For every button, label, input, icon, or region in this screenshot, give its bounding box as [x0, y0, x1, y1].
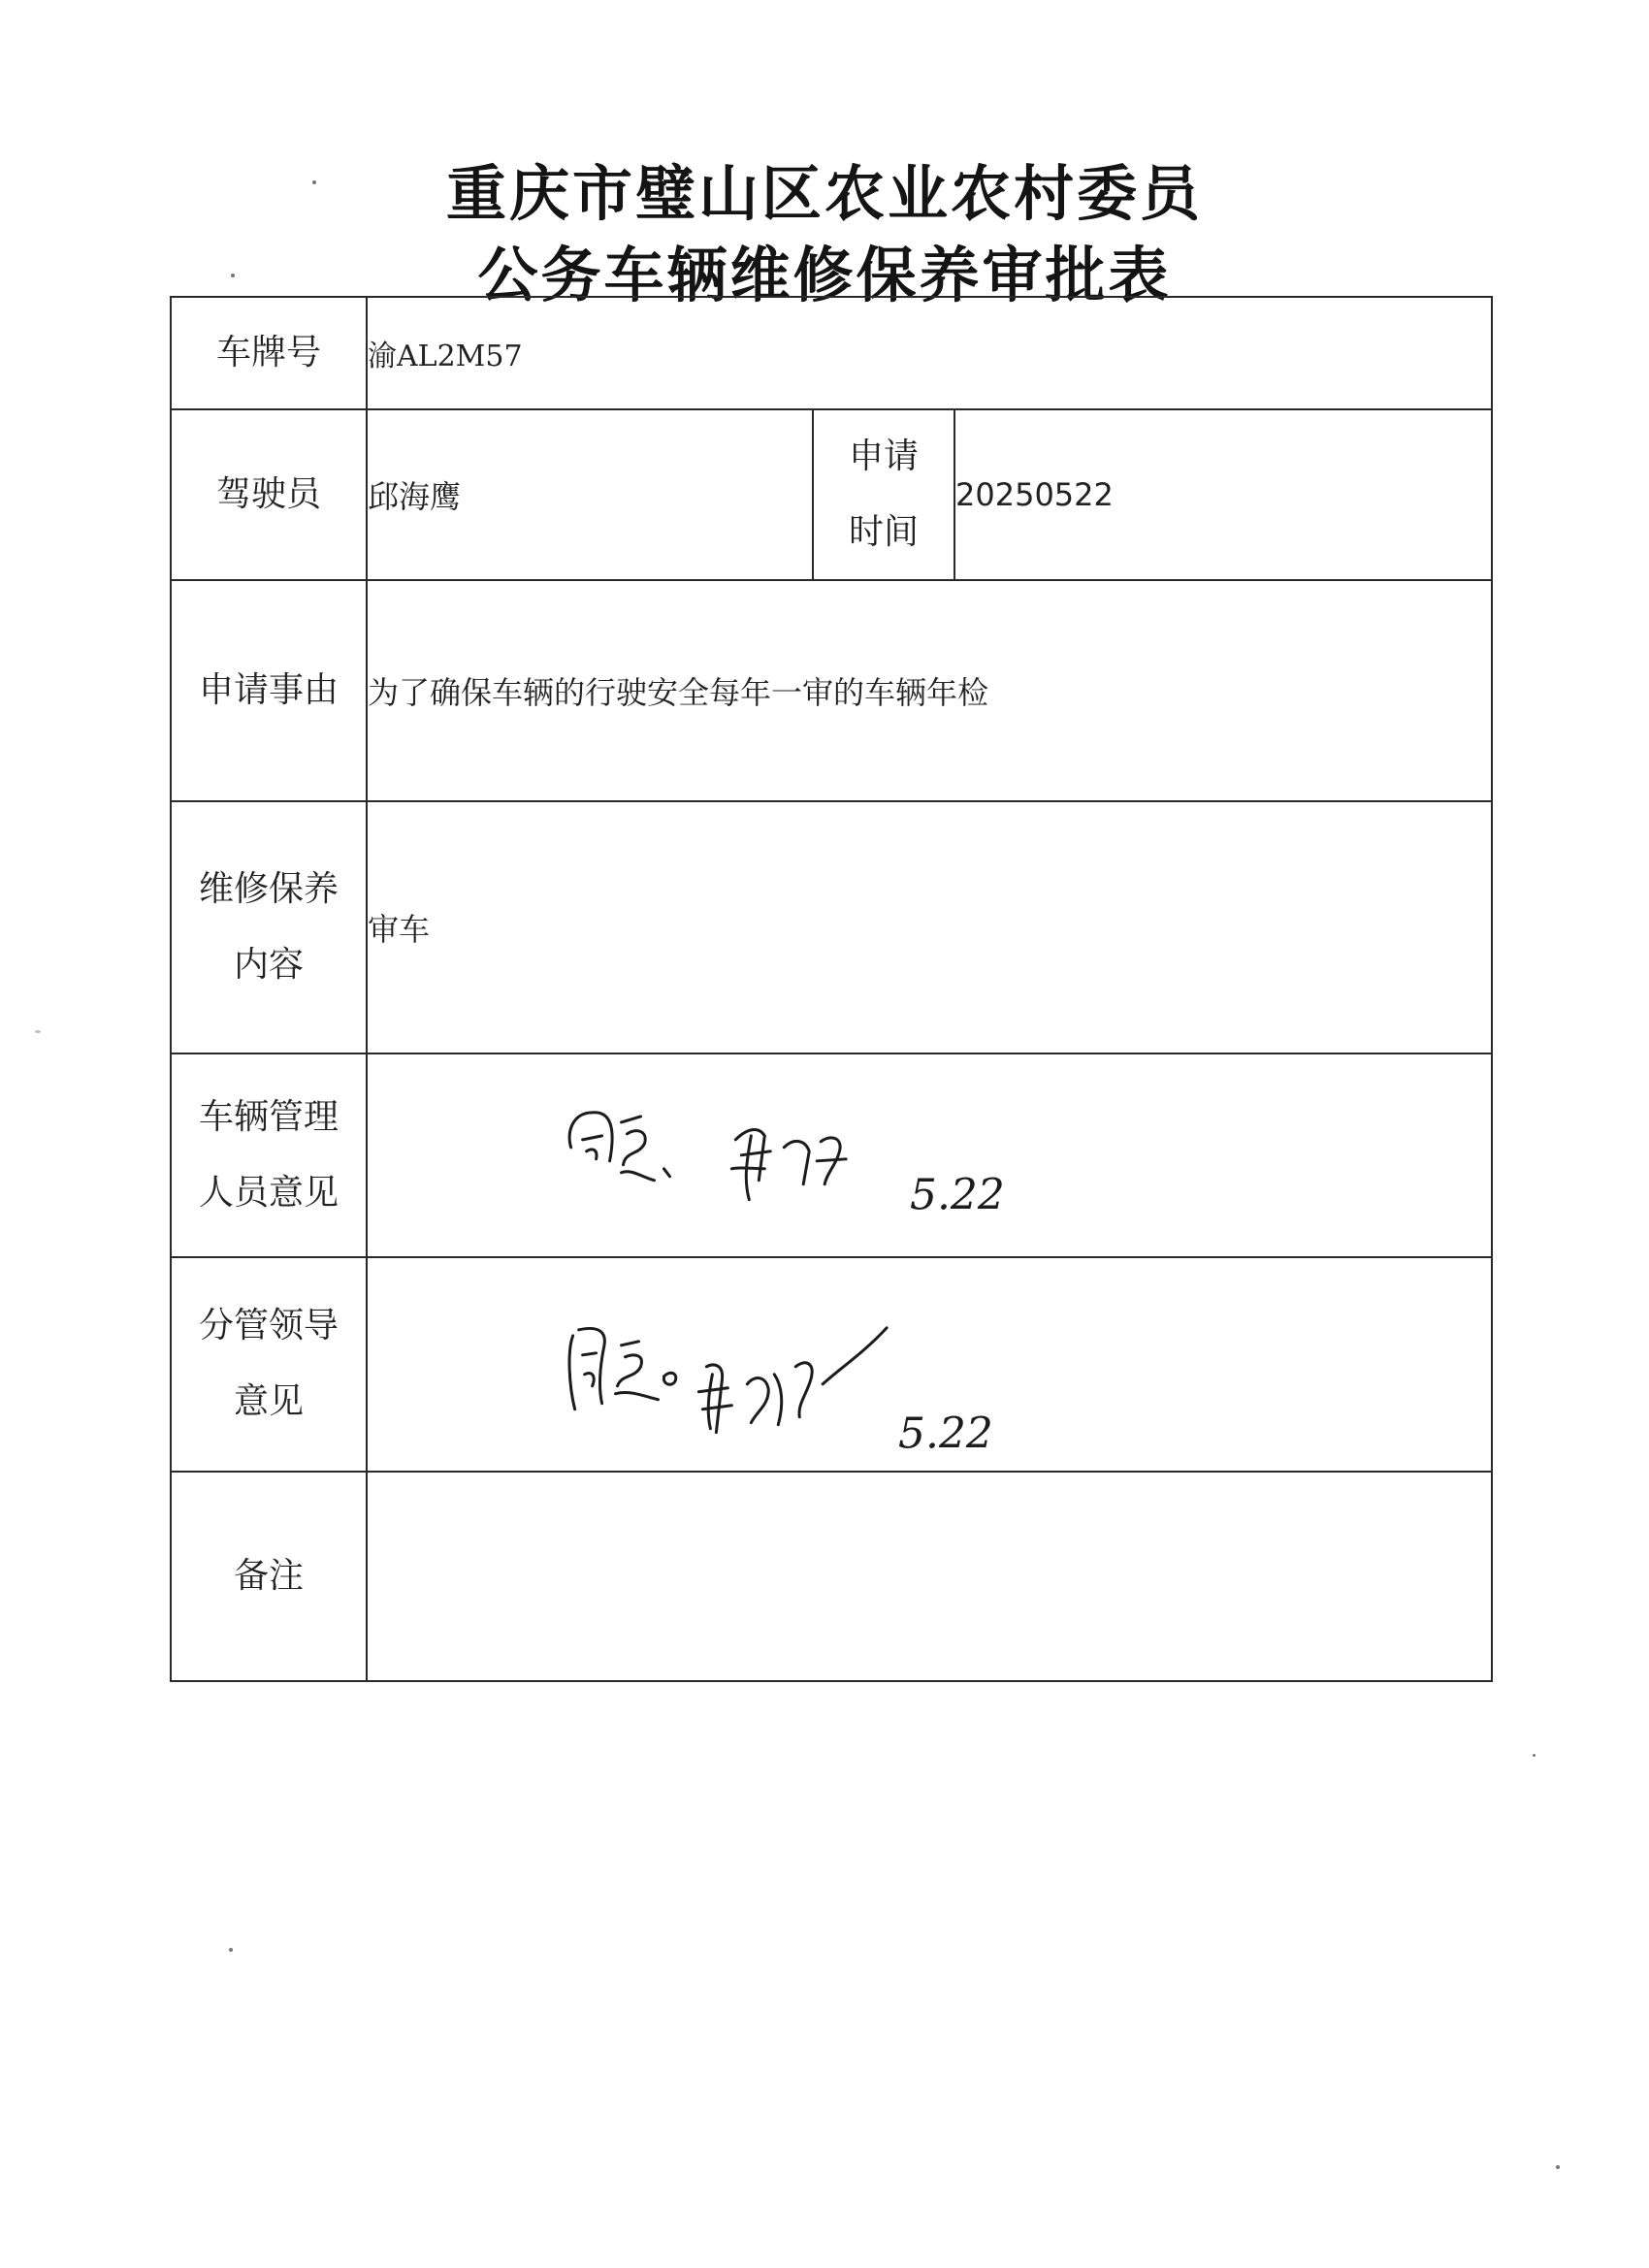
leader-opinion-cell: [367, 1257, 1492, 1473]
leader-label: [171, 1257, 367, 1473]
content-value: 审车: [367, 801, 1492, 1053]
driver-label: 驾驶员: [171, 409, 367, 580]
manager-opinion-cell: [367, 1053, 1492, 1257]
content-label-line1: 维修保养: [198, 869, 339, 909]
scan-speck: [1556, 2165, 1560, 2169]
manager-label: [171, 1053, 367, 1257]
plate-label: 车牌号: [171, 297, 367, 409]
driver-row: [171, 409, 1492, 580]
manager-handwriting: [368, 1054, 1491, 1256]
manager-label-line1: 车辆管理: [198, 1096, 339, 1137]
apply-time-label: [813, 409, 954, 580]
plate-row: [171, 297, 1492, 409]
manager-row: [171, 1053, 1492, 1257]
manager-label-line2: 人员意见: [198, 1172, 339, 1213]
leader-row: [171, 1257, 1492, 1473]
manager-signature: [731, 1129, 846, 1199]
content-label-line2: 内容: [233, 945, 304, 985]
manager-date: 5.22: [910, 1170, 1005, 1220]
reason-value: 为了确保车辆的行驶安全每年一审的车辆年检: [367, 580, 1492, 801]
apply-time-label-line2: 时间: [848, 512, 919, 552]
remark-value: [367, 1472, 1492, 1681]
scan-speck: [312, 180, 316, 184]
scan-speck: [229, 1948, 233, 1952]
remark-label: 备注: [171, 1472, 367, 1681]
reason-row: [171, 580, 1492, 801]
manager-opinion-handwriting: [569, 1113, 669, 1181]
apply-time-label-line1: 申请: [848, 437, 919, 476]
leader-date: 5.22: [898, 1409, 993, 1459]
leader-label-line1: 分管领导: [198, 1306, 339, 1346]
scan-speck: [1533, 1754, 1536, 1757]
leader-label-line2: 意见: [233, 1381, 304, 1422]
plate-value: 渝AL2M57: [367, 297, 1492, 409]
page-subtitle: 公务车辆维修保养审批表: [477, 240, 1172, 310]
leader-opinion-handwriting: [569, 1328, 676, 1409]
scan-speck: [231, 274, 235, 277]
apply-time-value: 20250522: [954, 409, 1492, 580]
approval-form-table: [170, 296, 1493, 1682]
content-label: [171, 801, 367, 1053]
scan-speck: [35, 1030, 41, 1033]
content-row: [171, 801, 1492, 1053]
driver-value: 邱海鹰: [367, 409, 813, 580]
remark-row: [171, 1472, 1492, 1681]
leader-handwriting: [368, 1258, 1491, 1472]
reason-label: 申请事由: [171, 580, 367, 801]
leader-signature: [698, 1328, 887, 1433]
page-title: 重庆市璧山区农业农村委员: [445, 158, 1203, 229]
